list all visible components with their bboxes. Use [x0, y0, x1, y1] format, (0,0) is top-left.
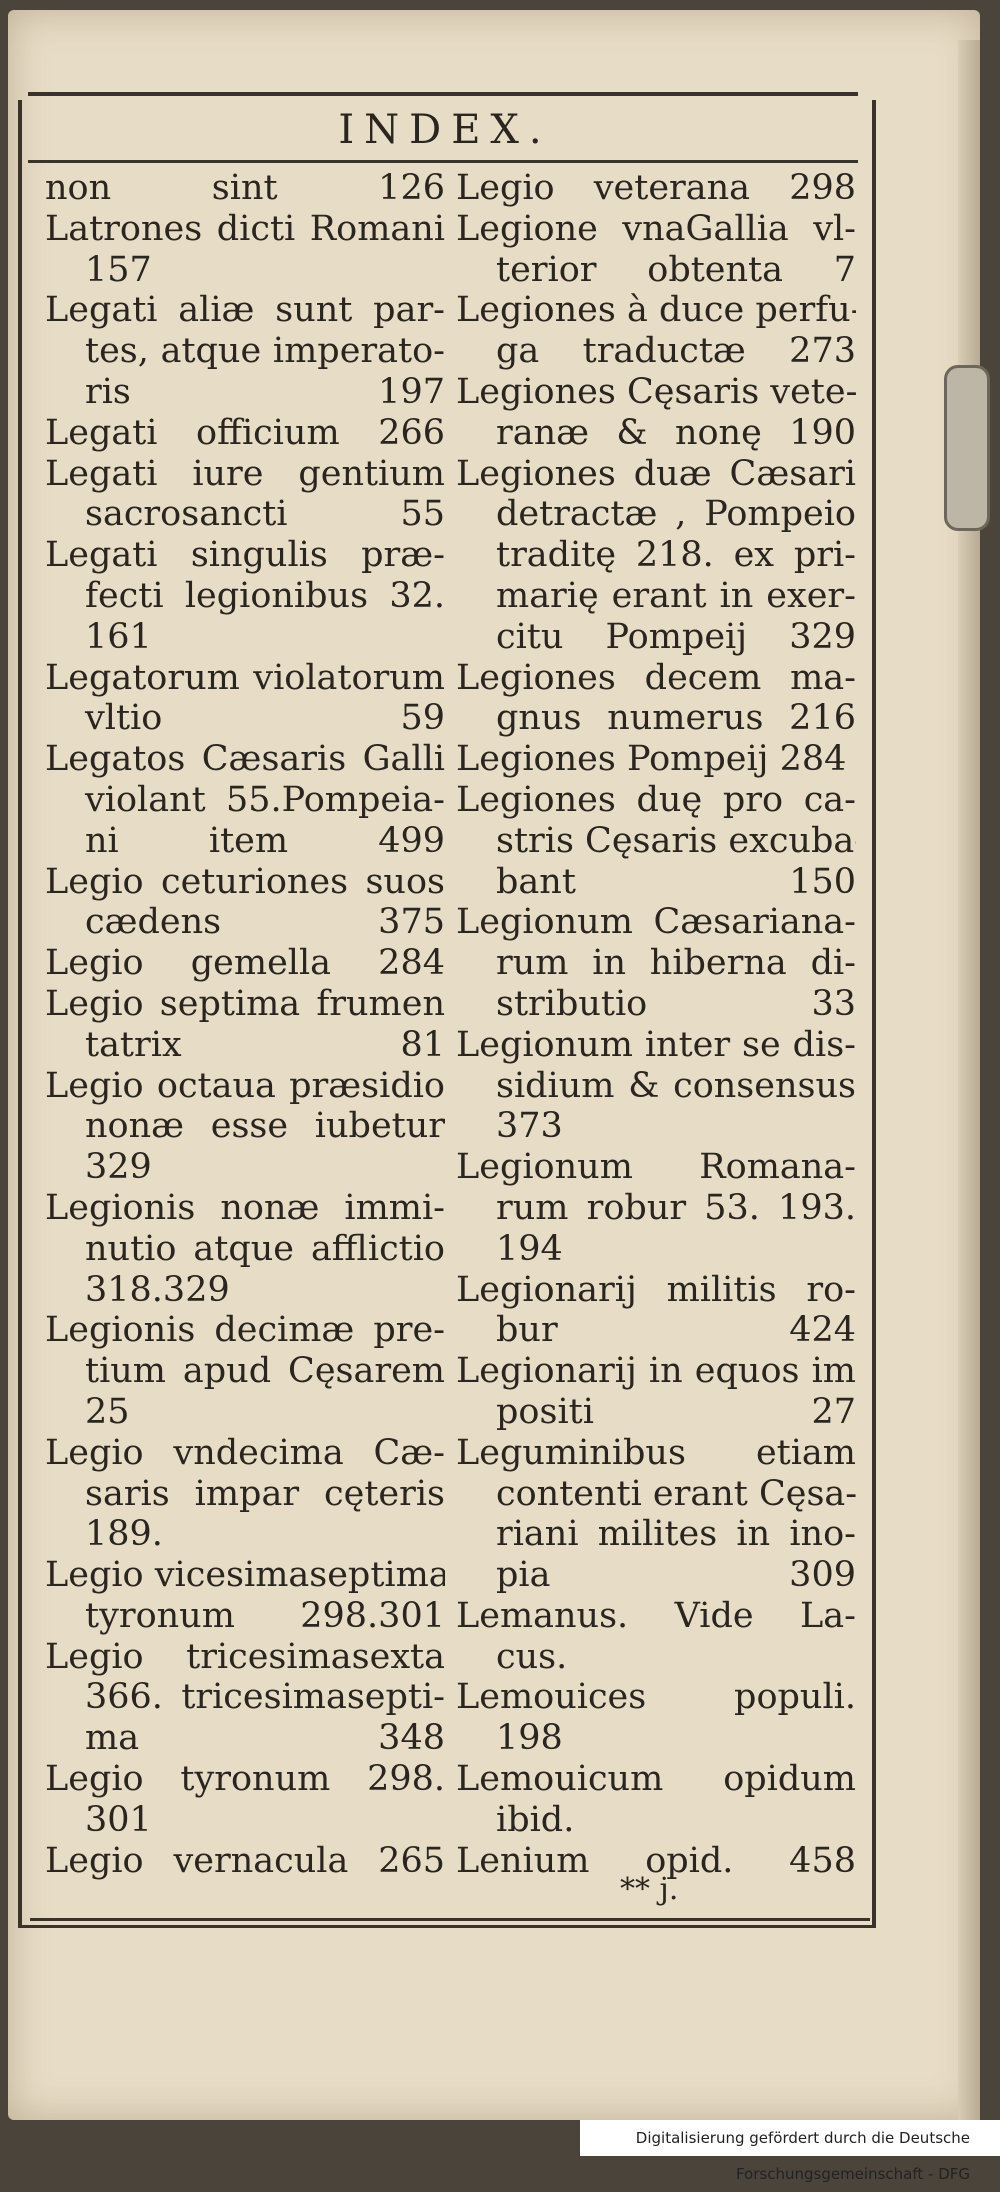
index-line: Legionum Cæsariana- — [456, 902, 856, 943]
index-entry — [45, 862, 445, 944]
index-line: Legiones Pompeij 284 — [456, 739, 856, 780]
index-line: Latrones dicti Romani — [45, 209, 445, 250]
header-rule — [28, 160, 858, 163]
index-line: detractæ , Pompeio — [456, 494, 856, 535]
index-line: 329 — [45, 1147, 445, 1188]
index-line: bur 424 — [456, 1310, 856, 1351]
index-line: Legionum Romana- — [456, 1147, 856, 1188]
index-line: Legio septima frumen — [45, 984, 445, 1025]
index-entry — [456, 658, 856, 740]
index-line: tes, atque imperato- — [45, 331, 445, 372]
index-line: 25 — [45, 1392, 445, 1433]
index-entry — [45, 1433, 445, 1555]
index-entry — [45, 454, 445, 536]
index-line: sidium & consensus — [456, 1066, 856, 1107]
index-line: Legionis decimæ pre- — [45, 1310, 445, 1351]
index-line: stris Cęsaris excuba- — [456, 821, 856, 862]
index-entry — [45, 1841, 445, 1882]
index-line: Legiones à duce perfu- — [456, 290, 856, 331]
index-entry — [456, 1433, 856, 1596]
left-column — [45, 168, 445, 1881]
index-line: Legati aliæ sunt par- — [45, 290, 445, 331]
index-entry — [456, 1351, 856, 1433]
index-entry — [456, 1270, 856, 1352]
index-line: 366. tricesimasepti- — [45, 1677, 445, 1718]
right-column — [456, 168, 856, 1881]
index-line: rum in hiberna di- — [456, 943, 856, 984]
index-line: Legionarij in equos im — [456, 1351, 856, 1392]
index-line: Legiones duę pro ca- — [456, 780, 856, 821]
index-entry — [456, 372, 856, 454]
index-line: 161 — [45, 617, 445, 658]
index-line: Legionum inter se dis- — [456, 1025, 856, 1066]
index-line: fecti legionibus 32. — [45, 576, 445, 617]
index-entry — [45, 535, 445, 657]
index-line: Leguminibus etiam — [456, 1433, 856, 1474]
index-entry — [456, 780, 856, 902]
index-line: 198 — [456, 1718, 856, 1759]
index-line: Lenium opid. 458 — [456, 1841, 856, 1882]
index-entry — [45, 1310, 445, 1432]
index-entry — [45, 168, 445, 209]
index-line: Lemouices populi. — [456, 1677, 856, 1718]
index-line: Legio gemella 284 — [45, 943, 445, 984]
index-line: contenti erant Cęsa- — [456, 1474, 856, 1515]
index-line: Legio ceturiones suos — [45, 862, 445, 903]
index-line: violant 55.Pompeia- — [45, 780, 445, 821]
index-line: ni item 499 — [45, 821, 445, 862]
index-line: Legionis nonæ immi- — [45, 1188, 445, 1229]
index-line: 189. — [45, 1514, 445, 1555]
top-rule — [28, 92, 858, 96]
index-line: terior obtenta 7 — [456, 250, 856, 291]
index-line: Legionarij militis ro- — [456, 1270, 856, 1311]
index-entry — [45, 1637, 445, 1759]
index-line: 301 — [45, 1800, 445, 1841]
index-entry — [456, 1759, 856, 1841]
index-line: sacrosancti 55 — [45, 494, 445, 535]
index-entry — [45, 739, 445, 861]
index-line: ibid. — [456, 1800, 856, 1841]
index-line: gnus numerus 216 — [456, 698, 856, 739]
index-line: Legio vernacula 265 — [45, 1841, 445, 1882]
index-line: Legati officium 266 — [45, 413, 445, 454]
index-entry — [456, 209, 856, 291]
index-line: nonæ esse iubetur — [45, 1106, 445, 1147]
index-entry — [45, 1188, 445, 1310]
index-line: Legio tyronum 298. — [45, 1759, 445, 1800]
index-line: Legatos Cæsaris Galli — [45, 739, 445, 780]
index-line: cædens 375 — [45, 902, 445, 943]
index-entry — [45, 658, 445, 740]
index-entry — [456, 1025, 856, 1147]
index-line: Legiones duæ Cæsari — [456, 454, 856, 495]
index-line: Legio octaua præsidio — [45, 1066, 445, 1107]
index-line: marię erant in exer- — [456, 576, 856, 617]
index-line: Legiones decem ma- — [456, 658, 856, 699]
index-line: rum robur 53. 193. — [456, 1188, 856, 1229]
index-line: Lemouicum opidum — [456, 1759, 856, 1800]
index-line: Lemanus. Vide La- — [456, 1596, 856, 1637]
index-entry — [45, 209, 445, 291]
index-entry — [45, 1555, 445, 1637]
page-edge — [958, 40, 980, 2120]
index-entry — [45, 413, 445, 454]
index-line: traditę 218. ex pri- — [456, 535, 856, 576]
index-entry — [456, 1147, 856, 1269]
index-line: citu Pompeij 329 — [456, 617, 856, 658]
index-entry — [456, 168, 856, 209]
bottom-rule — [30, 1918, 870, 1921]
index-line: nutio atque afflictio — [45, 1229, 445, 1270]
index-line: Legati iure gentium — [45, 454, 445, 495]
index-line: Legatorum violatorum — [45, 658, 445, 699]
index-line: tatrix 81 — [45, 1025, 445, 1066]
index-line: tium apud Cęsarem — [45, 1351, 445, 1392]
index-line: pia 309 — [456, 1555, 856, 1596]
index-line: 373 — [456, 1106, 856, 1147]
index-line: riani milites in ino- — [456, 1514, 856, 1555]
index-line: stributio 33 — [456, 984, 856, 1025]
index-line: ranæ & nonę 190 — [456, 413, 856, 454]
index-line: Legio vndecima Cæ- — [45, 1433, 445, 1474]
index-line: tyronum 298.301 — [45, 1596, 445, 1637]
index-line: Legione vnaGallia vl- — [456, 209, 856, 250]
index-line: Legio vicesimaseptima — [45, 1555, 445, 1596]
book-clasp — [944, 365, 990, 531]
index-entry — [45, 984, 445, 1066]
index-entry — [45, 1066, 445, 1188]
index-entry — [456, 1596, 856, 1678]
digitization-footer: Digitalisierung gefördert durch die Deutsche — [580, 2120, 1000, 2156]
index-entry — [45, 943, 445, 984]
index-line: ma 348 — [45, 1718, 445, 1759]
index-line: vltio 59 — [45, 698, 445, 739]
index-entry — [45, 1759, 445, 1841]
index-line: Legio veterana 298 — [456, 168, 856, 209]
index-line: cus. — [456, 1637, 856, 1678]
index-entry — [456, 902, 856, 1024]
index-line: positi 27 — [456, 1392, 856, 1433]
index-line: non sint 126 — [45, 168, 445, 209]
index-line: Legio tricesimasexta — [45, 1637, 445, 1678]
index-line: Legati singulis præ- — [45, 535, 445, 576]
index-line: 157 — [45, 250, 445, 291]
index-line: ga traductæ 273 — [456, 331, 856, 372]
index-entry — [456, 454, 856, 658]
index-line: 318.329 — [45, 1270, 445, 1311]
index-line: 194 — [456, 1229, 856, 1270]
index-line: ris 197 — [45, 372, 445, 413]
index-entry — [456, 739, 856, 780]
index-line: bant 150 — [456, 862, 856, 903]
index-line: saris impar cęteris — [45, 1474, 445, 1515]
page-title: INDEX. — [30, 100, 860, 160]
index-entry — [456, 290, 856, 372]
signature-mark: ** j. — [620, 1872, 678, 1907]
index-line: Legiones Cęsaris vete- — [456, 372, 856, 413]
index-entry — [45, 290, 445, 412]
index-entry — [456, 1677, 856, 1759]
